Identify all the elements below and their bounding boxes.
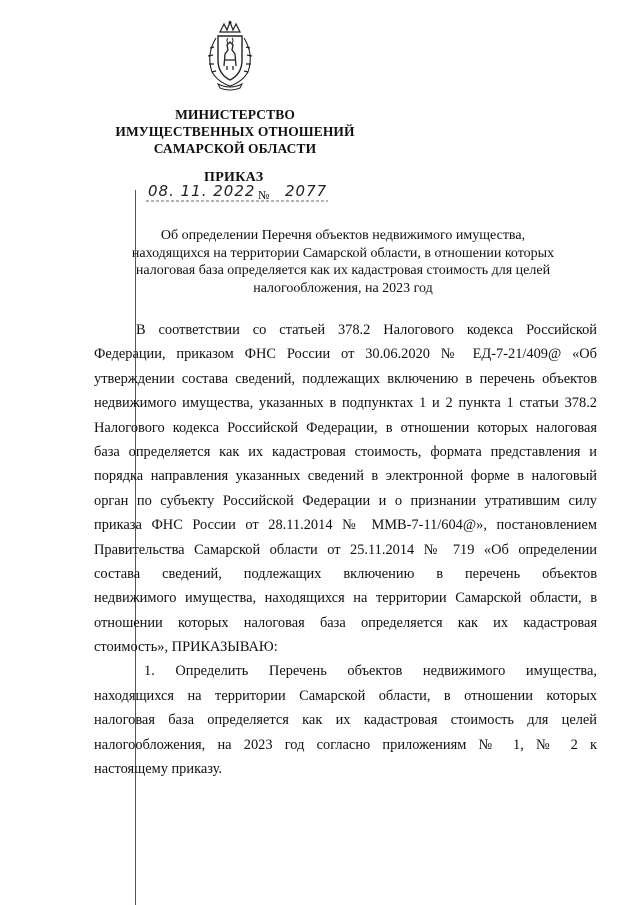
subject-line: находящихся на территории Самарской области, в отношении которых [131,245,555,261]
body-line: Налогового кодекса Российской Федерации, в отношении которых налоговая [94,419,597,436]
body-line: В соответствии со статьей 378.2 Налогового кодекса Российской [136,322,597,338]
subject-line: Об определении Перечня объектов недвижимого имущества, [160,228,526,243]
body-line: база определяется как их кадастровая стоимость, формата представления и [94,443,597,460]
order-subject [108,227,578,297]
body-line: недвижимого имущества, указанных в подпунктах 1 и 2 пункта 1 статьи 378.2 [94,395,597,412]
body-line: стоимость», ПРИКАЗЫВАЮ: [94,639,278,656]
ministry-name [110,106,360,157]
body-line: недвижимого имущества, находящихся на территории Самарской области, в [94,590,597,607]
body-line: налоговая база определяется как их кадастровая стоимость для целей [94,712,597,729]
ministry-line: МИНИСТЕРСТВО [175,107,295,122]
body-line: утверждении состава сведений, подлежащих включению в перечень объектов [94,370,597,387]
body-line: находящихся на территории Самарской области, в отношении которых [94,687,597,704]
number-sign: № [258,188,270,202]
subject-line: налоговая база определяется как их кадастровая стоимость для целей [135,263,551,278]
body-line: налогообложения, на 2023 год согласно приложениям № 1, № 2 к [94,736,597,753]
body-line: орган по субъекту Российской Федерации и о признании утратившим силу [94,492,597,509]
body-line: Правительства Самарской области от 25.11.2014 № 719 «Об определении [94,541,597,558]
preamble-paragraph [94,318,597,659]
handwritten-date: 08. 11. 2022 [148,182,256,200]
body-line: приказа ФНС России от 28.11.2014 № ММВ-7-11/604@», постановлением [94,517,597,534]
body-line: отношении которых налоговая база определяется как их кадастровая [94,614,597,631]
ministry-line: ИМУЩЕСТВЕННЫХ ОТНОШЕНИЙ [115,124,355,139]
body-line: порядка направления указанных сведений в электронной форме в налоговый [94,468,597,485]
body-line: 1. Определить Перечень объектов недвижимого имущества, [144,663,597,680]
body-line: Федерации, приказом ФНС России от 30.06.2020 № ЕД-7-21/409@ «Об [94,346,597,363]
order-point-1 [94,659,597,781]
subject-line: налогообложения, на 2023 год [253,280,433,296]
document-type: ПРИКАЗ [204,170,264,185]
coat-of-arms-icon [204,20,256,92]
ministry-line: САМАРСКОЙ ОБЛАСТИ [153,141,317,156]
body-line: настоящему приказу. [94,761,222,778]
body-line: состава сведений, подлежащих включению в перечень объектов [94,565,597,582]
order-body [94,318,597,781]
handwritten-number: 2077 [285,182,328,200]
